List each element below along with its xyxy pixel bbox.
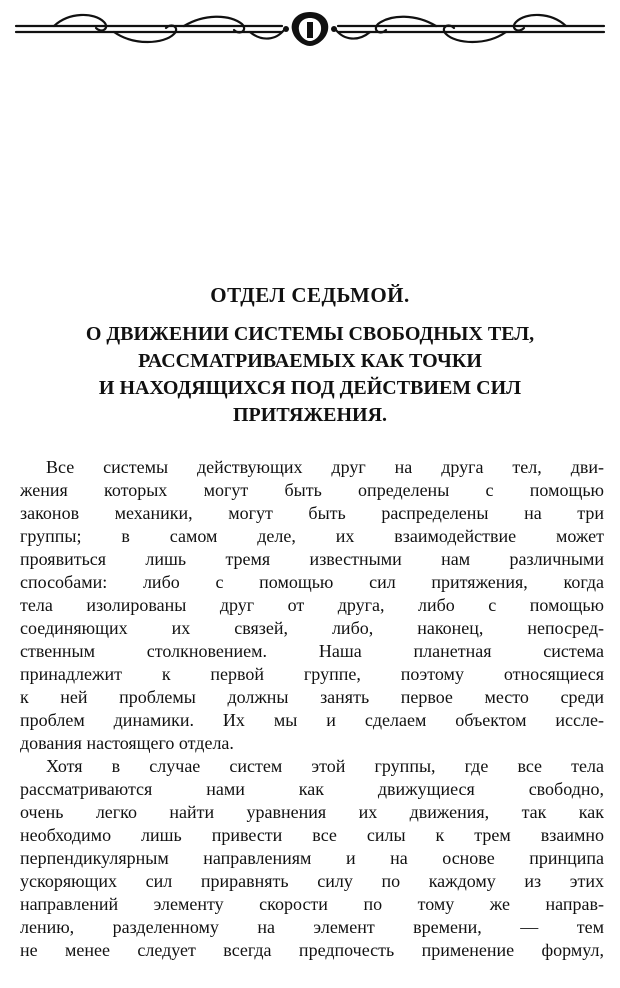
text-line: очень легко найти уравнения их движения, так как bbox=[20, 802, 604, 822]
text-line: не менее следует всегда предпочесть применение формул, bbox=[20, 940, 604, 960]
text-line: проявиться лишь тремя известными нам различными bbox=[20, 549, 604, 569]
text-line: дования настоящего отдела. bbox=[20, 733, 234, 753]
text-line: тела изолированы друг от друга, либо с помощью bbox=[20, 595, 604, 615]
text-line: принадлежит к первой группе, поэтому относящиеся bbox=[20, 664, 604, 684]
text-line: проблем динамики. Их мы и сделаем объектом иссле- bbox=[20, 710, 604, 730]
decorative-header-ornament-icon bbox=[14, 8, 606, 50]
text-line: ускоряющих сил приравнять силу по каждому из этих bbox=[20, 871, 604, 891]
text-line: перпендикулярным направлениям и на основе принципа bbox=[20, 848, 604, 868]
section-label: ОТДЕЛ СЕДЬМОЙ. bbox=[210, 283, 410, 307]
text-line: ственным столкновением. Наша планетная система bbox=[20, 641, 604, 661]
chapter-title-line: И НАХОДЯЩИХСЯ ПОД ДЕЙСТВИЕМ СИЛ bbox=[98, 377, 522, 399]
paragraph-2 bbox=[20, 755, 604, 962]
text-line: законов механики, могут быть распределены на три bbox=[20, 503, 604, 523]
text-line: способами: либо с помощью сил притяжения, когда bbox=[20, 572, 604, 592]
text-line: рассматриваются нами как движущиеся свободно, bbox=[20, 779, 604, 799]
text-line: группы; в самом деле, их взаимодействие может bbox=[20, 526, 604, 546]
text-line: Хотя в случае систем этой группы, где все тела bbox=[46, 756, 604, 776]
text-line: необходимо лишь привести все силы к трем взаимно bbox=[20, 825, 604, 845]
text-line: жения которых могут быть определены с помощью bbox=[20, 480, 604, 500]
text-line: лению, разделенному на элемент времени, — тем bbox=[20, 917, 604, 937]
text-line: соединяющих их связей, либо, наконец, непосред- bbox=[20, 618, 604, 638]
body-text bbox=[20, 456, 604, 962]
text-line: к ней проблемы должны занять первое место среди bbox=[20, 687, 604, 707]
chapter-title-line: О ДВИЖЕНИИ СИСТЕМЫ СВОБОДНЫХ ТЕЛ, bbox=[85, 323, 535, 345]
text-line: Все системы действующих друг на друга тел, дви- bbox=[46, 457, 604, 477]
text-line: направлений элементу скорости по тому же направ- bbox=[20, 894, 604, 914]
chapter-title bbox=[20, 321, 600, 429]
paragraph-1 bbox=[20, 456, 604, 755]
chapter-title-line: РАССМАТРИВАЕМЫХ КАК ТОЧКИ bbox=[138, 350, 482, 372]
chapter-title-line: ПРИТЯЖЕНИЯ. bbox=[232, 404, 388, 426]
